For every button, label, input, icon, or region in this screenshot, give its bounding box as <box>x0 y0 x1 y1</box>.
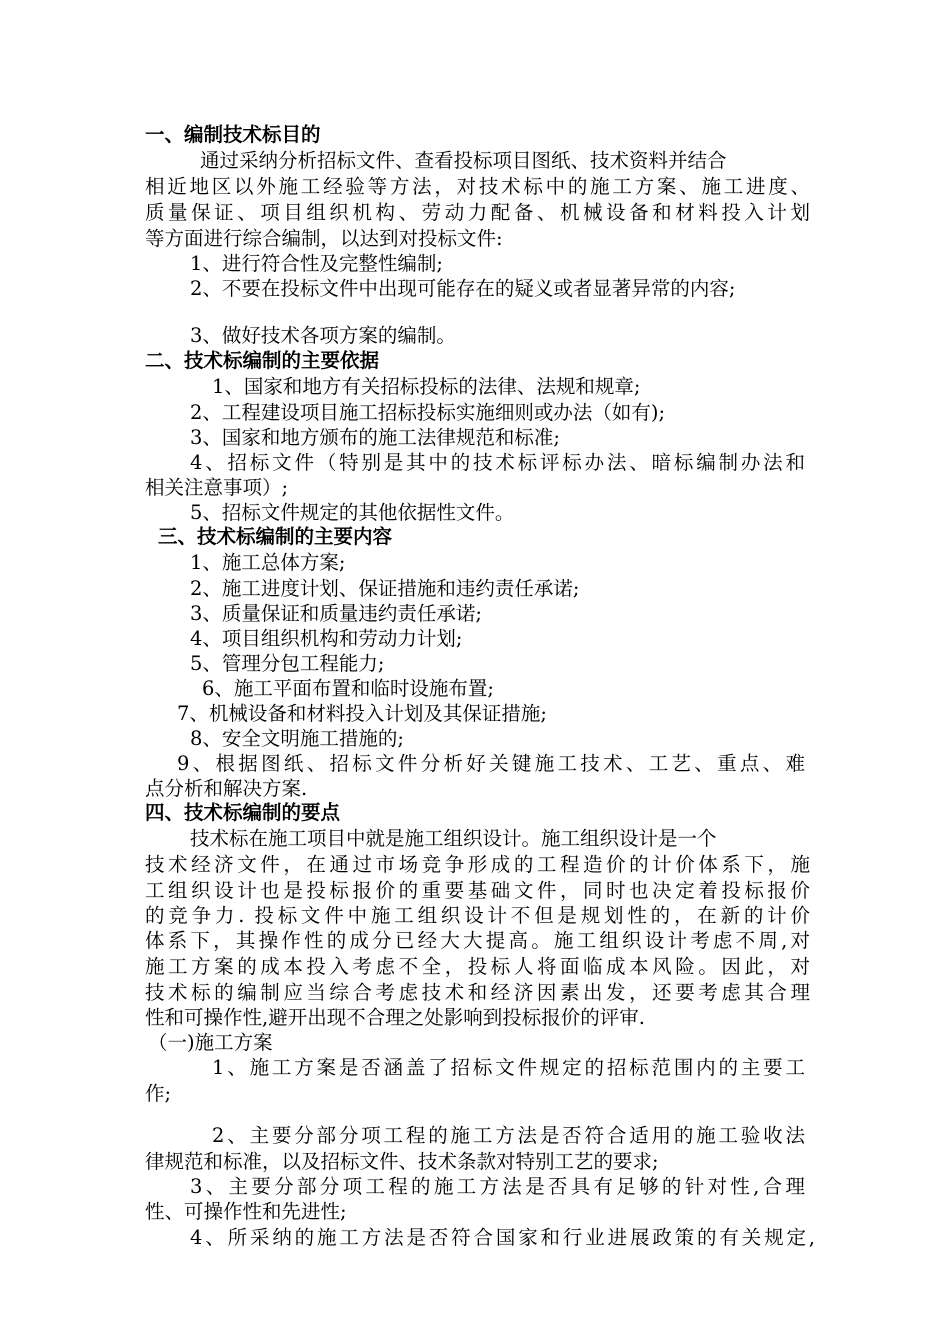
section-3-item: 8、安全文明施工措施的; <box>190 727 404 750</box>
section-4-para-line: 技术标在施工项目中就是施工组织设计。施工组织设计是一个 <box>190 827 717 850</box>
section-2-item: 4、招标文件（特别是其中的技术标评标办法、暗标编制办法和 <box>190 451 805 474</box>
section-3-item: 9、根据图纸、招标文件分析好关键施工技术、工艺、重点、难 <box>177 752 805 775</box>
section-1-item: 1、进行符合性及完整性编制; <box>190 252 443 275</box>
section-4-para-line: 工组织设计也是投标报价的重要基础文件，同时也决定着投标报价 <box>145 879 810 902</box>
section-4-sub-heading: （一)施工方案 <box>148 1031 273 1054</box>
section-4-item: 2、主要分部分项工程的施工方法是否符合适用的施工验收法 <box>212 1124 805 1147</box>
section-3-item: 7、机械设备和材料投入计划及其保证措施; <box>177 702 547 725</box>
section-3-item: 5、管理分包工程能力; <box>190 652 385 675</box>
section-4-item: 律规范和标准，以及招标文件、技术条款对特别工艺的要求; <box>145 1150 659 1173</box>
section-1-item: 2、不要在投标文件中出现可能存在的疑义或者显著异常的内容; <box>190 277 736 300</box>
section-1-para-line: 通过采纳分析招标文件、查看投标项目图纸、技术资料并结合 <box>200 149 727 172</box>
section-4-para-line: 施工方案的成本投入考虑不全，投标人将面临成本风险。因此，对 <box>145 955 810 978</box>
section-4-item: 1、施工方案是否涵盖了招标文件规定的招标范围内的主要工 <box>212 1056 805 1079</box>
section-4-para-line: 的竞争力. 投标文件中施工组织设计不但是规划性的，在新的计价 <box>145 904 810 927</box>
section-2-item: 5、招标文件规定的其他依据性文件。 <box>190 501 515 524</box>
section-1-item: 3、做好技术各项方案的编制。 <box>190 324 456 347</box>
section-1-heading: 一、编制技术标目的 <box>145 123 321 146</box>
section-4-para-line: 技术标的编制应当综合考虑技术和经济因素出发，还要考虑其合理 <box>145 981 810 1004</box>
section-3-heading: 三、技术标编制的主要内容 <box>158 525 393 548</box>
section-2-item: 相关注意事项）; <box>145 476 289 499</box>
section-3-item: 2、施工进度计划、保证措施和违约责任承诺; <box>190 577 580 600</box>
section-3-item: 点分析和解决方案. <box>145 777 308 800</box>
section-4-item: 性、可操作性和先进性; <box>145 1200 347 1223</box>
section-2-item: 2、工程建设项目施工招标投标实施细则或办法（如有); <box>190 401 666 424</box>
section-3-item: 4、项目组织机构和劳动力计划; <box>190 627 463 650</box>
section-4-para-line: 体系下，其操作性的成分已经大大提高。施工组织设计考虑不周,对 <box>145 929 810 952</box>
section-3-item: 3、质量保证和质量违约责任承诺; <box>190 602 482 625</box>
section-4-para-line: 性和可操作性,避开出现不合理之处影响到投标报价的评审. <box>145 1006 645 1029</box>
section-3-item: 1、施工总体方案; <box>190 551 346 574</box>
section-4-item: 作; <box>145 1082 172 1105</box>
section-4-item: 3、主要分部分项工程的施工方法是否具有足够的针对性,合理 <box>190 1175 805 1198</box>
section-4-para-line: 技术经济文件，在通过市场竞争形成的工程造价的计价体系下，施 <box>145 853 810 876</box>
section-4-heading: 四、技术标编制的要点 <box>145 801 341 824</box>
section-1-para-line: 质量保证、项目组织机构、劳动力配备、机械设备和材料投入计划 <box>145 201 810 224</box>
section-4-item: 4、所采纳的施工方法是否符合国家和行业进展政策的有关规定, <box>190 1226 815 1249</box>
section-2-item: 3、国家和地方颁布的施工法律规范和标准; <box>190 426 560 449</box>
section-2-heading: 二、技术标编制的主要依据 <box>145 349 380 372</box>
section-2-item: 1、国家和地方有关招标投标的法律、法规和规章; <box>212 375 641 398</box>
section-1-para-line: 等方面进行综合编制，以达到对投标文件: <box>145 227 503 250</box>
section-3-item: 6、施工平面布置和临时设施布置; <box>202 677 494 700</box>
section-1-para-line: 相近地区以外施工经验等方法，对技术标中的施工方案、施工进度、 <box>145 175 810 198</box>
